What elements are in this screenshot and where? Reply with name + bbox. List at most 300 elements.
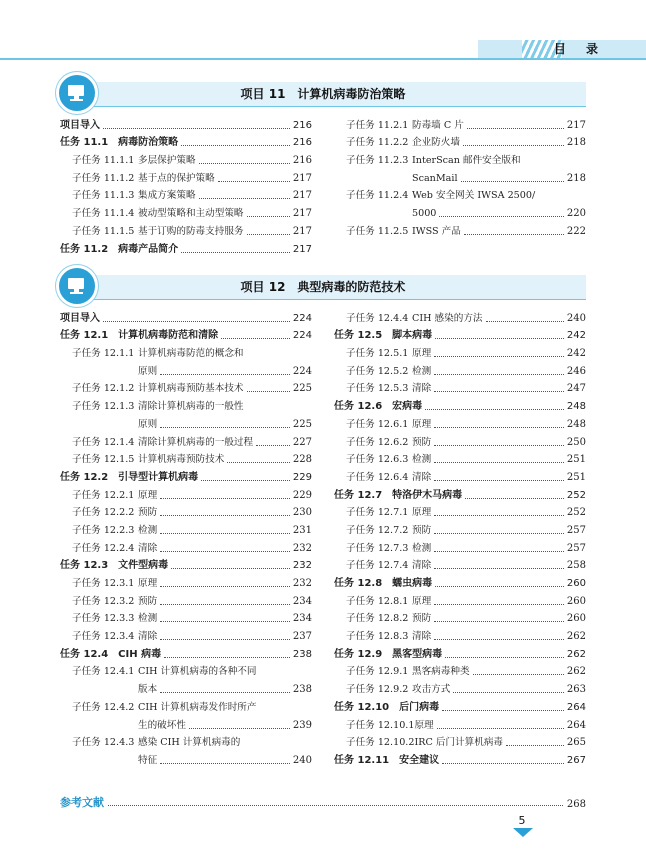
toc-entry-page: 260 bbox=[566, 595, 586, 607]
toc-subtask-entry[interactable] bbox=[334, 203, 586, 221]
toc-subtask-entry[interactable] bbox=[334, 662, 586, 680]
toc-subtask-entry[interactable] bbox=[334, 133, 586, 151]
toc-entry-page: 216 bbox=[292, 155, 312, 167]
toc-subtask-entry[interactable] bbox=[334, 150, 586, 168]
toc-subtask-entry[interactable] bbox=[334, 538, 586, 556]
toc-entry-label bbox=[60, 119, 100, 133]
toc-entry-text: IRC 后门计算机病毒 bbox=[414, 737, 504, 749]
toc-entry-text: 蠕虫病毒 bbox=[392, 578, 433, 589]
page-number: 5 bbox=[518, 814, 526, 827]
toc-entry-text: Web 安全网关 IWSA 2500/ bbox=[412, 190, 536, 202]
toc-task-entry[interactable] bbox=[60, 133, 312, 151]
toc-entry-text: 多层保护策略 bbox=[138, 155, 196, 167]
toc-entry-text: 企业防火墙 bbox=[412, 137, 460, 149]
toc-entry-label bbox=[346, 365, 431, 379]
toc-entry-text: 引导型计算机病毒 bbox=[118, 471, 199, 483]
toc-entry-page: 260 bbox=[566, 578, 586, 589]
leader-dots bbox=[160, 604, 290, 605]
project-11-right-column bbox=[334, 115, 586, 239]
toc-subtask-entry[interactable] bbox=[334, 343, 586, 361]
toc-entry-page: 242 bbox=[566, 348, 586, 360]
toc-entry-label bbox=[60, 312, 100, 326]
toc-entry-page: 246 bbox=[566, 365, 586, 377]
toc-entry-label bbox=[72, 701, 256, 715]
toc-subtask-entry[interactable] bbox=[60, 432, 312, 450]
toc-entry-text: 计算机病毒预防基本技术 bbox=[138, 383, 244, 395]
toc-entry-page: 234 bbox=[292, 595, 312, 607]
toc-entry-page: 262 bbox=[566, 666, 586, 678]
leader-dots bbox=[434, 551, 564, 552]
toc-subtask-entry[interactable] bbox=[60, 609, 312, 627]
toc-entry-number: 子任务 12.10.1 bbox=[346, 719, 415, 731]
toc-task-entry[interactable] bbox=[60, 467, 312, 485]
toc-entry-label bbox=[60, 329, 218, 343]
toc-entry-label bbox=[72, 382, 244, 396]
leader-dots bbox=[435, 586, 564, 587]
leader-dots bbox=[160, 692, 290, 693]
toc-entry-label bbox=[346, 154, 521, 168]
toc-entry-number: 子任务 11.2.2 bbox=[346, 137, 409, 149]
project-11-title: 项目 11 计算机病毒防治策略 bbox=[240, 87, 406, 101]
leader-dots bbox=[108, 805, 563, 806]
toc-subtask-entry[interactable] bbox=[60, 591, 312, 609]
leader-dots bbox=[199, 198, 290, 199]
toc-entry-page: 240 bbox=[292, 754, 312, 766]
toc-entry-text: 防毒墙 C 片 bbox=[412, 119, 464, 131]
toc-entry-text: 检测 bbox=[412, 454, 432, 466]
page-triangle-icon bbox=[513, 828, 533, 837]
toc-entry-number: 子任务 12.1.1 bbox=[72, 348, 135, 360]
toc-entry-label bbox=[346, 382, 431, 396]
toc-subtask-entry[interactable] bbox=[60, 715, 312, 733]
toc-entry-label bbox=[334, 754, 439, 768]
toc-subtask-entry[interactable] bbox=[60, 450, 312, 468]
leader-dots bbox=[453, 692, 564, 693]
toc-entry-label bbox=[72, 207, 244, 221]
project-11-banner bbox=[60, 82, 586, 107]
toc-entry-number: 子任务 12.4.4 bbox=[346, 312, 409, 324]
toc-entry-text: 预防 bbox=[138, 507, 158, 519]
toc-subtask-entry[interactable] bbox=[60, 150, 312, 168]
leader-dots bbox=[442, 763, 564, 764]
toc-entry-label bbox=[346, 347, 431, 361]
toc-entry-text: 预防 bbox=[412, 436, 432, 448]
toc-subtask-entry[interactable] bbox=[334, 503, 586, 521]
toc-entry-label bbox=[346, 542, 431, 556]
toc-entry-label bbox=[334, 648, 442, 662]
toc-task-entry[interactable] bbox=[334, 750, 586, 768]
toc-entry-page: 267 bbox=[566, 754, 586, 766]
toc-subtask-entry[interactable] bbox=[334, 679, 586, 697]
toc-task-entry[interactable] bbox=[334, 326, 586, 344]
toc-entry-page: 232 bbox=[292, 542, 312, 554]
project-12-title: 项目 12 典型病毒的防范技术 bbox=[240, 280, 406, 294]
project-12-right-column bbox=[334, 308, 586, 768]
toc-entry-label bbox=[346, 312, 483, 326]
toc-entry-page: 224 bbox=[292, 365, 312, 377]
toc-entry-text: 安全建议 bbox=[399, 754, 440, 766]
toc-subtask-entry[interactable] bbox=[60, 503, 312, 521]
toc-entry-number: 子任务 12.3.4 bbox=[72, 631, 135, 643]
toc-entry-label bbox=[346, 471, 431, 485]
toc-entry-number: 子任务 12.1.3 bbox=[72, 401, 135, 413]
toc-entry-page: 222 bbox=[566, 225, 586, 237]
leader-dots bbox=[160, 515, 290, 516]
toc-subtask-entry[interactable] bbox=[60, 750, 312, 768]
toc-entry-page: 252 bbox=[566, 489, 586, 501]
leader-dots bbox=[486, 321, 564, 322]
toc-entry-label bbox=[346, 436, 431, 450]
toc-task-entry[interactable] bbox=[60, 556, 312, 574]
leader-dots bbox=[434, 639, 564, 640]
toc-subtask-entry[interactable] bbox=[334, 432, 586, 450]
toc-task-entry[interactable] bbox=[60, 644, 312, 662]
leader-dots bbox=[164, 657, 290, 658]
toc-subtask-entry[interactable] bbox=[334, 308, 586, 326]
toc-entry-page: 263 bbox=[566, 684, 586, 696]
toc-entry-text: 基于点的保护策略 bbox=[138, 172, 215, 184]
toc-entry-page: 238 bbox=[292, 648, 312, 660]
toc-entry-number: 子任务 11.2.4 bbox=[346, 190, 409, 202]
toc-entry-label bbox=[346, 119, 464, 133]
toc-entry-page: 258 bbox=[566, 560, 586, 572]
leader-dots bbox=[473, 674, 564, 675]
toc-entry-number: 子任务 12.6.2 bbox=[346, 436, 409, 448]
leader-dots bbox=[218, 181, 290, 182]
toc-entry-page: 217 bbox=[292, 225, 312, 237]
toc-entry-page: 239 bbox=[292, 719, 312, 731]
references-entry[interactable] bbox=[60, 794, 586, 810]
toc-task-entry[interactable] bbox=[334, 573, 586, 591]
toc-entry-label bbox=[72, 630, 157, 644]
toc-entry-number: 子任务 12.4.1 bbox=[72, 666, 135, 678]
toc-entry-number: 任务 12.10 bbox=[334, 701, 390, 713]
toc-entry-number: 子任务 12.2.2 bbox=[72, 507, 135, 519]
toc-entry-text: 病毒防治策略 bbox=[118, 137, 179, 149]
toc-subtask-entry[interactable] bbox=[334, 115, 586, 133]
toc-entry-page: 248 bbox=[566, 418, 586, 430]
toc-entry-number: 子任务 12.7.2 bbox=[346, 524, 409, 536]
toc-entry-number: 子任务 12.8.2 bbox=[346, 613, 409, 625]
toc-subtask-entry[interactable] bbox=[334, 715, 586, 733]
toc-entry-page: 218 bbox=[566, 137, 586, 149]
toc-entry-page: 250 bbox=[566, 436, 586, 448]
leader-dots bbox=[434, 374, 564, 375]
leader-dots bbox=[160, 498, 290, 499]
toc-subtask-entry[interactable] bbox=[334, 609, 586, 627]
toc-entry-text: 清除 bbox=[412, 383, 432, 395]
toc-entry-label bbox=[346, 225, 461, 239]
toc-entry-number: 子任务 12.8.3 bbox=[346, 631, 409, 643]
toc-entry-number: 子任务 12.2.3 bbox=[72, 524, 135, 536]
toc-entry-page: 230 bbox=[292, 507, 312, 519]
toc-subtask-entry[interactable] bbox=[60, 343, 312, 361]
toc-entry-page: 251 bbox=[566, 454, 586, 466]
toc-entry-text: 宏病毒 bbox=[392, 401, 423, 413]
toc-subtask-entry[interactable] bbox=[334, 221, 586, 239]
toc-task-entry[interactable] bbox=[60, 308, 312, 326]
toc-subtask-entry[interactable] bbox=[334, 450, 586, 468]
leader-dots bbox=[439, 216, 563, 217]
toc-entry-number: 子任务 12.1.4 bbox=[72, 436, 135, 448]
toc-entry-page: 228 bbox=[292, 454, 312, 466]
toc-entry-page: 216 bbox=[292, 119, 312, 131]
toc-entry-page: 265 bbox=[566, 737, 586, 749]
toc-entry-text: 检测 bbox=[138, 524, 158, 536]
toc-subtask-entry[interactable] bbox=[334, 733, 586, 751]
leader-dots bbox=[442, 710, 564, 711]
toc-subtask-entry[interactable] bbox=[60, 203, 312, 221]
toc-subtask-entry[interactable] bbox=[334, 186, 586, 204]
leader-dots bbox=[201, 480, 290, 481]
toc-subtask-entry[interactable] bbox=[60, 538, 312, 556]
toc-subtask-entry[interactable] bbox=[60, 414, 312, 432]
toc-entry-text: 基于订购的防毒支持服务 bbox=[138, 225, 244, 237]
toc-entry-text: 原理 bbox=[138, 489, 158, 501]
leader-dots bbox=[160, 551, 290, 552]
toc-task-entry[interactable] bbox=[334, 485, 586, 503]
toc-entry-label bbox=[346, 136, 460, 150]
toc-entry-text: CIH 感染的方法 bbox=[412, 312, 483, 324]
toc-entry-label bbox=[72, 736, 240, 750]
toc-entry-label bbox=[346, 630, 431, 644]
leader-dots bbox=[434, 462, 564, 463]
leader-dots bbox=[199, 163, 290, 164]
leader-dots bbox=[464, 234, 564, 235]
toc-entry-number: 子任务 11.1.1 bbox=[72, 155, 135, 167]
toc-entry-text: 原则 bbox=[138, 418, 158, 430]
toc-entry-page: 264 bbox=[566, 719, 586, 731]
toc-entry-text: 集成方案策略 bbox=[138, 190, 196, 202]
toc-entry-label bbox=[346, 719, 434, 733]
toc-entry-page: 231 bbox=[292, 524, 312, 536]
toc-entry-number: 子任务 12.5.3 bbox=[346, 383, 409, 395]
toc-entry-number: 任务 12.1 bbox=[60, 330, 109, 342]
toc-subtask-entry[interactable] bbox=[334, 379, 586, 397]
toc-task-entry[interactable] bbox=[334, 697, 586, 715]
toc-entry-text: 脚本病毒 bbox=[392, 330, 433, 342]
leader-dots bbox=[434, 391, 564, 392]
toc-entry-number: 任务 11.1 bbox=[60, 137, 109, 149]
toc-subtask-entry[interactable] bbox=[60, 221, 312, 239]
toc-entry-label bbox=[334, 577, 432, 591]
toc-entry-label bbox=[72, 453, 224, 467]
toc-subtask-entry[interactable] bbox=[60, 168, 312, 186]
toc-entry-label bbox=[60, 136, 178, 150]
toc-subtask-entry[interactable] bbox=[334, 520, 586, 538]
toc-entry-text: 项目导入 bbox=[60, 312, 100, 324]
toc-entry-text: 后门病毒 bbox=[399, 701, 440, 713]
leader-dots bbox=[247, 391, 290, 392]
toc-entry-text: 清除 bbox=[138, 631, 158, 643]
toc-subtask-entry[interactable] bbox=[334, 556, 586, 574]
toc-entry-label bbox=[72, 577, 157, 591]
toc-subtask-entry[interactable] bbox=[60, 379, 312, 397]
toc-entry-label bbox=[72, 506, 157, 520]
toc-task-entry[interactable] bbox=[334, 396, 586, 414]
toc-entry-label bbox=[72, 418, 157, 432]
toc-entry-number: 子任务 12.3.3 bbox=[72, 613, 135, 625]
toc-entry-number: 子任务 11.1.2 bbox=[72, 172, 135, 184]
toc-entry-label bbox=[346, 665, 470, 679]
toc-entry-text: InterScan 邮件安全版和 bbox=[412, 155, 521, 167]
toc-entry-text: 感染 CIH 计算机病毒的 bbox=[138, 737, 241, 749]
leader-dots bbox=[461, 181, 564, 182]
toc-subtask-entry[interactable] bbox=[60, 697, 312, 715]
toc-entry-number: 子任务 11.1.4 bbox=[72, 208, 135, 220]
toc-entry-label bbox=[346, 595, 431, 609]
toc-entry-page: 242 bbox=[566, 330, 586, 342]
toc-subtask-entry[interactable] bbox=[60, 396, 312, 414]
leader-dots bbox=[434, 427, 564, 428]
toc-entry-label bbox=[72, 365, 157, 379]
toc-entry-label bbox=[334, 400, 422, 414]
toc-entry-label bbox=[60, 243, 178, 257]
toc-entry-label bbox=[72, 154, 196, 168]
toc-entry-page: 240 bbox=[566, 312, 586, 324]
toc-entry-page: 260 bbox=[566, 613, 586, 625]
toc-subtask-entry[interactable] bbox=[334, 168, 586, 186]
toc-task-entry[interactable] bbox=[60, 239, 312, 257]
toc-entry-number: 任务 12.11 bbox=[334, 754, 390, 766]
toc-entry-page: 262 bbox=[566, 631, 586, 643]
leader-dots bbox=[181, 145, 290, 146]
toc-entry-text: 检测 bbox=[412, 365, 432, 377]
toc-entry-page: 262 bbox=[566, 648, 586, 660]
leader-dots bbox=[435, 338, 564, 339]
leader-dots bbox=[434, 356, 564, 357]
leader-dots bbox=[160, 639, 290, 640]
toc-entry-label bbox=[346, 524, 431, 538]
leader-dots bbox=[465, 498, 564, 499]
leader-dots bbox=[160, 763, 290, 764]
toc-entry-number: 子任务 11.1.3 bbox=[72, 190, 135, 202]
toc-subtask-entry[interactable] bbox=[60, 361, 312, 379]
toc-entry-text: 检测 bbox=[138, 613, 158, 625]
toc-entry-page: 229 bbox=[292, 489, 312, 501]
toc-entry-page: 227 bbox=[292, 436, 312, 448]
toc-entry-text: 清除计算机病毒的一般性 bbox=[138, 401, 244, 413]
leader-dots bbox=[434, 533, 564, 534]
toc-subtask-entry[interactable] bbox=[60, 573, 312, 591]
toc-entry-label bbox=[72, 172, 215, 186]
toc-entry-label bbox=[346, 506, 431, 520]
toc-entry-number: 子任务 12.6.1 bbox=[346, 418, 409, 430]
toc-entry-number: 任务 12.3 bbox=[60, 560, 109, 572]
leader-dots bbox=[103, 321, 290, 322]
leader-dots bbox=[425, 409, 564, 410]
toc-entry-text: 原理 bbox=[414, 719, 434, 731]
toc-entry-page: 217 bbox=[292, 243, 312, 255]
toc-entry-label bbox=[72, 400, 244, 414]
toc-subtask-entry[interactable] bbox=[60, 186, 312, 204]
toc-subtask-entry[interactable] bbox=[60, 733, 312, 751]
leader-dots bbox=[434, 621, 564, 622]
toc-entry-label bbox=[346, 172, 458, 186]
toc-entry-number: 子任务 12.9.2 bbox=[346, 684, 409, 696]
toc-subtask-entry[interactable] bbox=[60, 485, 312, 503]
toc-entry-page: 232 bbox=[292, 578, 312, 589]
toc-entry-label bbox=[72, 225, 244, 239]
toc-subtask-entry[interactable] bbox=[60, 662, 312, 680]
toc-entry-number: 子任务 12.4.3 bbox=[72, 737, 135, 749]
toc-entry-label bbox=[60, 471, 198, 485]
toc-subtask-entry[interactable] bbox=[60, 679, 312, 697]
toc-entry-number: 子任务 11.2.1 bbox=[346, 119, 409, 131]
toc-subtask-entry[interactable] bbox=[334, 467, 586, 485]
leader-dots bbox=[467, 128, 564, 129]
toc-entry-text: ScanMail bbox=[412, 172, 458, 184]
leader-dots bbox=[160, 374, 290, 375]
leader-dots bbox=[437, 728, 564, 729]
toc-subtask-entry[interactable] bbox=[60, 520, 312, 538]
toc-entry-number: 子任务 12.7.3 bbox=[346, 542, 409, 554]
toc-entry-number: 子任务 11.1.5 bbox=[72, 225, 135, 237]
toc-entry-page: 247 bbox=[566, 383, 586, 395]
toc-entry-text: 计算机病毒防范的概念和 bbox=[138, 348, 244, 360]
toc-entry-page: 229 bbox=[292, 471, 312, 483]
toc-task-entry[interactable] bbox=[60, 326, 312, 344]
toc-entry-text: 黑客型病毒 bbox=[392, 648, 443, 660]
toc-entry-label bbox=[346, 683, 450, 697]
toc-entry-text: 清除 bbox=[412, 560, 432, 572]
toc-entry-page: 217 bbox=[292, 208, 312, 220]
toc-task-entry[interactable] bbox=[60, 115, 312, 133]
toc-entry-text: 原理 bbox=[138, 578, 158, 589]
leader-dots bbox=[160, 533, 290, 534]
toc-entry-text: 项目导入 bbox=[60, 119, 100, 131]
toc-entry-text: 预防 bbox=[138, 595, 158, 607]
toc-entry-number: 任务 12.8 bbox=[334, 578, 383, 589]
toc-entry-number: 任务 12.2 bbox=[60, 471, 109, 483]
toc-entry-page: 217 bbox=[292, 190, 312, 202]
toc-entry-number: 子任务 12.7.1 bbox=[346, 507, 409, 519]
toc-subtask-entry[interactable] bbox=[334, 626, 586, 644]
toc-subtask-entry[interactable] bbox=[334, 361, 586, 379]
toc-subtask-entry[interactable] bbox=[60, 626, 312, 644]
toc-subtask-entry[interactable] bbox=[334, 414, 586, 432]
toc-entry-number: 子任务 12.6.4 bbox=[346, 471, 409, 483]
leader-dots bbox=[221, 338, 290, 339]
leader-dots bbox=[160, 427, 290, 428]
toc-entry-number: 子任务 12.5.1 bbox=[346, 348, 409, 360]
toc-entry-number: 子任务 11.2.3 bbox=[346, 155, 409, 167]
toc-entry-number: 子任务 12.3.1 bbox=[72, 578, 135, 589]
toc-entry-page: 216 bbox=[292, 137, 312, 149]
leader-dots bbox=[247, 216, 290, 217]
toc-entry-number: 子任务 12.5.2 bbox=[346, 365, 409, 377]
toc-entry-number: 任务 12.5 bbox=[334, 330, 383, 342]
toc-entry-label bbox=[72, 347, 244, 361]
header-rule bbox=[0, 58, 646, 60]
toc-entry-page: 264 bbox=[566, 701, 586, 713]
leader-dots bbox=[434, 604, 564, 605]
toc-entry-number: 子任务 12.9.1 bbox=[346, 666, 409, 678]
leader-dots bbox=[434, 515, 564, 516]
toc-subtask-entry[interactable] bbox=[334, 591, 586, 609]
toc-entry-page: 218 bbox=[566, 172, 586, 184]
references-label: 参考文献 bbox=[60, 796, 104, 809]
toc-entry-number: 任务 12.7 bbox=[334, 489, 383, 501]
toc-entry-label bbox=[72, 489, 157, 503]
leader-dots bbox=[160, 586, 290, 587]
toc-entry-page: 224 bbox=[292, 330, 312, 342]
leader-dots bbox=[171, 568, 290, 569]
leader-dots bbox=[434, 445, 564, 446]
toc-entry-text: 预防 bbox=[412, 524, 432, 536]
toc-entry-page: 237 bbox=[292, 631, 312, 643]
toc-task-entry[interactable] bbox=[334, 644, 586, 662]
